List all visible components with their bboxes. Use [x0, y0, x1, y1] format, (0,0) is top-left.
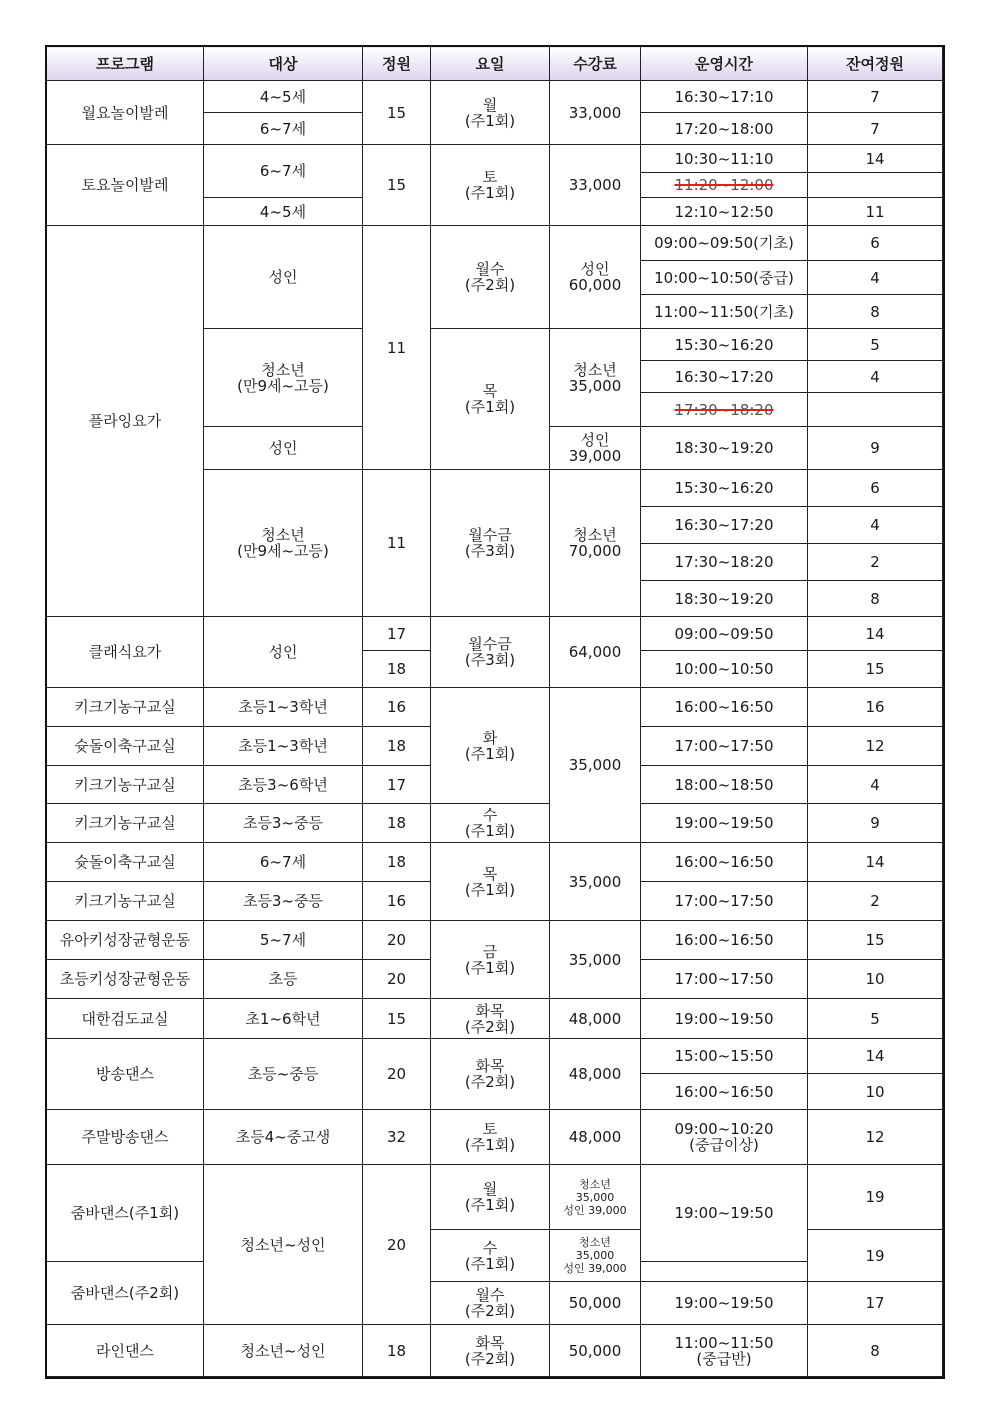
header-remaining: 잔여정원	[808, 47, 943, 81]
table-cell: 성인 60,000	[550, 226, 641, 329]
header-fee: 수강료	[550, 47, 641, 81]
table-cell: 6~7세	[204, 843, 363, 882]
table-row	[47, 1110, 943, 1165]
table-cell: 15:00~15:50	[641, 1039, 808, 1074]
table-cell: 12	[808, 727, 943, 766]
table-cell: 11	[363, 226, 431, 470]
table-cell: 09:00~09:50	[641, 617, 808, 651]
table-cell: 10:00~10:50	[641, 651, 808, 688]
table-cell: 16:00~16:50	[641, 1074, 808, 1110]
table-row	[47, 226, 943, 261]
table-cell: 64,000	[550, 617, 641, 688]
table-cell: 09:00~09:50(기초)	[641, 226, 808, 261]
table-cell: 청소년~성인	[204, 1325, 363, 1377]
table-cell: 4~5세	[204, 198, 363, 226]
table-row	[47, 999, 943, 1039]
table-cell: 32	[363, 1110, 431, 1165]
table-cell: 8	[808, 581, 943, 617]
header-day: 요일	[431, 47, 550, 81]
table-cell: 키크기농구교실	[47, 882, 204, 921]
table-cell: 9	[808, 804, 943, 843]
table-row	[47, 921, 943, 960]
table-cell: 토 (주1회)	[431, 1110, 550, 1165]
table-cell: 12	[808, 1110, 943, 1165]
table-cell: 48,000	[550, 1039, 641, 1110]
table-cell: 18	[363, 651, 431, 688]
table-cell: 수 (주1회)	[431, 1230, 550, 1282]
table-cell: 20	[363, 960, 431, 999]
table-row	[47, 1039, 943, 1074]
table-cell: 줌바댄스(주2회)	[47, 1262, 204, 1325]
table-cell: 청소년 35,000 성인 39,000	[550, 1165, 641, 1230]
table-cell: 월 (주1회)	[431, 1165, 550, 1230]
table-cell: 6	[808, 226, 943, 261]
table-cell: 성인	[204, 226, 363, 329]
table-cell: 35,000	[550, 921, 641, 999]
table-cell: 17:00~17:50	[641, 960, 808, 999]
table-cell: 성인	[204, 427, 363, 470]
table-cell: 4	[808, 766, 943, 804]
table-row	[47, 843, 943, 882]
table-cell: 11	[363, 470, 431, 617]
table-cell: 18	[363, 843, 431, 882]
table-row	[47, 688, 943, 727]
table-cell: 10:30~11:10	[641, 145, 808, 173]
table-cell: 15	[363, 81, 431, 145]
table-cell: 초등~중등	[204, 1039, 363, 1110]
table-cell: 19	[808, 1230, 943, 1282]
table-cell: 월수금 (주3회)	[431, 470, 550, 617]
table-cell: 17	[363, 766, 431, 804]
table-cell: 16:00~16:50	[641, 843, 808, 882]
table-cell: 16:30~17:20	[641, 361, 808, 393]
table-cell: 금 (주1회)	[431, 921, 550, 999]
table-cell: 초등3~6학년	[204, 766, 363, 804]
table-cell: 18:30~19:20	[641, 427, 808, 470]
table-cell: 5~7세	[204, 921, 363, 960]
table-cell: 17:20~18:00	[641, 113, 808, 145]
table-cell: 18	[363, 727, 431, 766]
table-cell: 월수 (주2회)	[431, 226, 550, 329]
table-cell: 성인 39,000	[550, 427, 641, 470]
table-cell: 11:00~11:50 (중급반)	[641, 1325, 808, 1377]
table-cell: 11:00~11:50(기초)	[641, 295, 808, 329]
table-cell: 플라잉요가	[47, 226, 204, 617]
struck-time-text: 17:30~18:20	[674, 400, 774, 419]
table-cell: 19:00~19:50	[641, 1282, 808, 1325]
table-cell: 초등1~3학년	[204, 727, 363, 766]
table-cell: 주말방송댄스	[47, 1110, 204, 1165]
table-cell	[808, 173, 943, 198]
table-cell	[641, 173, 808, 198]
table-cell: 48,000	[550, 1110, 641, 1165]
table-cell: 17	[808, 1282, 943, 1325]
table-cell: 청소년 70,000	[550, 470, 641, 617]
table-cell: 화 (주1회)	[431, 688, 550, 804]
table-cell: 초등	[204, 960, 363, 999]
table-body	[47, 81, 943, 1377]
table-cell: 청소년 35,000	[550, 329, 641, 427]
table-row	[47, 81, 943, 113]
table-cell: 11	[808, 198, 943, 226]
table-cell: 16:00~16:50	[641, 921, 808, 960]
table-cell: 목 (주1회)	[431, 843, 550, 921]
table-cell: 청소년~성인	[204, 1165, 363, 1325]
table-cell: 15:30~16:20	[641, 329, 808, 361]
table-row	[47, 145, 943, 173]
table-cell: 초등4~중고생	[204, 1110, 363, 1165]
table-cell: 토 (주1회)	[431, 145, 550, 226]
table-cell: 16:30~17:20	[641, 507, 808, 544]
table-cell: 9	[808, 427, 943, 470]
table-cell: 줌바댄스(주1회)	[47, 1165, 204, 1262]
table-cell: 35,000	[550, 843, 641, 921]
table-cell: 대한검도교실	[47, 999, 204, 1039]
table-cell: 48,000	[550, 999, 641, 1039]
table-cell: 18	[363, 1325, 431, 1377]
table-cell: 17:30~18:20	[641, 544, 808, 581]
table-cell: 4	[808, 507, 943, 544]
table-cell: 20	[363, 1039, 431, 1110]
table-cell: 14	[808, 617, 943, 651]
table-cell: 16:00~16:50	[641, 688, 808, 727]
table-cell: 5	[808, 329, 943, 361]
header-program: 프로그램	[47, 47, 204, 81]
table-cell: 15	[808, 651, 943, 688]
table-cell: 7	[808, 113, 943, 145]
table-cell: 월수 (주2회)	[431, 1282, 550, 1325]
table-cell: 17:00~17:50	[641, 727, 808, 766]
table-cell: 19:00~19:50	[641, 999, 808, 1039]
table-cell: 초등3~중등	[204, 882, 363, 921]
table-cell: 50,000	[550, 1325, 641, 1377]
table-cell: 키크기농구교실	[47, 766, 204, 804]
table-cell: 16	[808, 688, 943, 727]
table-cell: 5	[808, 999, 943, 1039]
table-cell: 19:00~19:50	[641, 804, 808, 843]
table-cell: 15	[363, 999, 431, 1039]
table-row	[47, 1325, 943, 1377]
table-cell: 15	[363, 145, 431, 226]
table-cell: 10:00~10:50(중급)	[641, 261, 808, 295]
table-cell: 33,000	[550, 145, 641, 226]
table-cell: 월요놀이발레	[47, 81, 204, 145]
table-cell: 19:00~19:50	[641, 1165, 808, 1262]
table-cell: 09:00~10:20 (중급이상)	[641, 1110, 808, 1165]
table-cell: 14	[808, 145, 943, 173]
table-cell: 토요놀이발레	[47, 145, 204, 226]
header-capacity: 정원	[363, 47, 431, 81]
table-cell: 8	[808, 1325, 943, 1377]
table-cell: 키크기농구교실	[47, 804, 204, 843]
table-cell: 초1~6학년	[204, 999, 363, 1039]
table-cell: 유아키성장균형운동	[47, 921, 204, 960]
table-cell: 화목 (주2회)	[431, 999, 550, 1039]
table-row	[47, 1165, 943, 1230]
table-cell: 키크기농구교실	[47, 688, 204, 727]
table-cell: 라인댄스	[47, 1325, 204, 1377]
table-cell: 16:30~17:10	[641, 81, 808, 113]
table-cell: 7	[808, 81, 943, 113]
table-cell: 화목 (주2회)	[431, 1325, 550, 1377]
table-cell: 월 (주1회)	[431, 81, 550, 145]
table-cell: 초등3~중등	[204, 804, 363, 843]
header-time: 운영시간	[641, 47, 808, 81]
table-cell: 35,000	[550, 688, 641, 843]
table-cell: 청소년 (만9세~고등)	[204, 470, 363, 617]
table-cell: 목 (주1회)	[431, 329, 550, 470]
table-cell: 4	[808, 261, 943, 295]
table-cell: 17	[363, 617, 431, 651]
table-cell: 4~5세	[204, 81, 363, 113]
table-cell: 6~7세	[204, 113, 363, 145]
table-cell: 6	[808, 470, 943, 507]
table-cell: 초등1~3학년	[204, 688, 363, 727]
table-cell: 16	[363, 688, 431, 727]
table-cell: 18	[363, 804, 431, 843]
table-cell: 성인	[204, 617, 363, 688]
table-cell: 20	[363, 921, 431, 960]
program-schedule-table	[46, 46, 943, 1377]
table-cell: 14	[808, 843, 943, 882]
table-cell: 화목 (주2회)	[431, 1039, 550, 1110]
table-cell: 초등키성장균형운동	[47, 960, 204, 999]
table-cell: 청소년 (만9세~고등)	[204, 329, 363, 427]
table-cell: 10	[808, 1074, 943, 1110]
table-cell: 18:00~18:50	[641, 766, 808, 804]
header-target: 대상	[204, 47, 363, 81]
table-cell: 15:30~16:20	[641, 470, 808, 507]
table-cell: 슛돌이축구교실	[47, 843, 204, 882]
table-cell	[808, 393, 943, 427]
table-cell: 4	[808, 361, 943, 393]
table-row	[47, 617, 943, 651]
table-cell: 슛돌이축구교실	[47, 727, 204, 766]
table-cell: 월수금 (주3회)	[431, 617, 550, 688]
table-cell: 10	[808, 960, 943, 999]
table-cell: 20	[363, 1165, 431, 1325]
table-cell: 18:30~19:20	[641, 581, 808, 617]
table-cell: 6~7세	[204, 145, 363, 198]
table-cell: 8	[808, 295, 943, 329]
table-cell: 12:10~12:50	[641, 198, 808, 226]
table-cell: 16	[363, 882, 431, 921]
header-row	[47, 47, 943, 81]
struck-time-text: 11:20~12:00	[674, 176, 774, 194]
table-cell: 클래식요가	[47, 617, 204, 688]
table-cell: 19	[808, 1165, 943, 1230]
table-cell: 방송댄스	[47, 1039, 204, 1110]
table-cell: 15	[808, 921, 943, 960]
table-cell: 33,000	[550, 81, 641, 145]
table-cell: 2	[808, 882, 943, 921]
table-cell: 2	[808, 544, 943, 581]
table-cell: 청소년 35,000 성인 39,000	[550, 1230, 641, 1282]
table-cell: 17:00~17:50	[641, 882, 808, 921]
table-cell	[641, 393, 808, 427]
table-cell: 수 (주1회)	[431, 804, 550, 843]
table-cell: 14	[808, 1039, 943, 1074]
table-cell: 50,000	[550, 1282, 641, 1325]
table-row	[47, 804, 943, 843]
